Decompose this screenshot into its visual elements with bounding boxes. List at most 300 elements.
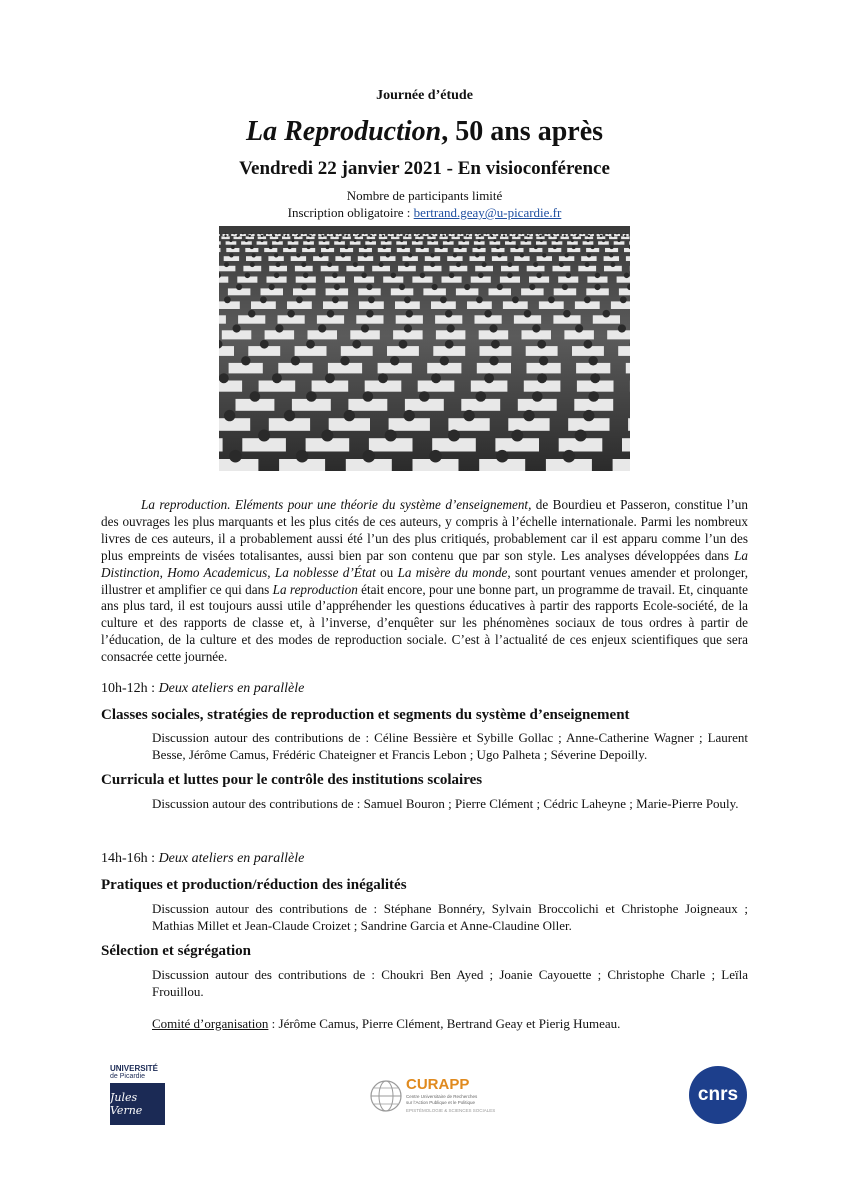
photo-student — [451, 233, 453, 235]
photo-student — [511, 430, 523, 442]
photo-student — [419, 391, 430, 402]
photo-student — [564, 235, 566, 237]
photo-student — [625, 233, 627, 235]
curapp-globe-icon — [368, 1078, 404, 1114]
morning-time: 10h-12h — [101, 681, 148, 696]
photo-student — [587, 253, 591, 257]
photo-student — [361, 273, 367, 279]
photo-student — [309, 235, 311, 237]
photo-student — [294, 233, 296, 235]
photo-student — [373, 233, 375, 235]
photo-student — [399, 233, 401, 235]
photo-student — [440, 296, 447, 303]
morning-note: Deux ateliers en parallèle — [158, 681, 305, 696]
photo-student — [430, 253, 434, 257]
photo-student — [321, 235, 323, 237]
photo-student — [585, 262, 590, 267]
photo-student — [354, 239, 357, 242]
photo-student — [491, 340, 500, 349]
photo-student — [364, 233, 366, 235]
photo-student — [571, 239, 574, 242]
photo-student — [476, 296, 483, 303]
photo-student — [399, 284, 405, 290]
photo-student — [297, 235, 299, 237]
photo-student — [425, 233, 427, 235]
photo-student — [458, 245, 462, 249]
photo-student — [358, 235, 360, 237]
photo-student — [341, 253, 345, 257]
photo-student — [540, 239, 543, 242]
intro-sep-1: , — [159, 564, 168, 580]
photo-desk — [219, 248, 221, 252]
photo-student — [603, 310, 611, 318]
photo-student — [307, 239, 310, 242]
photo-student — [489, 324, 497, 332]
photo-student — [383, 245, 387, 249]
photo-student — [542, 253, 546, 257]
photo-student — [338, 233, 340, 235]
photo-student — [507, 273, 513, 279]
photo-student — [429, 450, 442, 463]
photo-student — [595, 273, 601, 279]
photo-student — [288, 245, 292, 249]
photo-student — [534, 245, 538, 249]
photo-student — [345, 245, 349, 249]
photo-student — [276, 262, 281, 267]
photo-student — [467, 235, 469, 237]
photo-desk — [219, 315, 226, 323]
photo-student — [468, 233, 470, 235]
photo-student — [224, 262, 229, 267]
afternoon-note: Deux ateliers en parallèle — [158, 851, 305, 866]
photo-student — [524, 239, 527, 242]
photo-student — [301, 284, 307, 290]
signup-email-link[interactable]: bertrand.geay@u-picardie.fr — [413, 205, 562, 220]
workshop-2-desc: Discussion autour des contributions de : Samuel Bouron ; Pierre Clément ; Cédric Laheyne ; Marie-Pierre Pouly. — [152, 796, 739, 811]
photo-student — [274, 273, 280, 279]
photo-student — [476, 391, 487, 402]
photo-student — [245, 273, 251, 279]
photo-student — [503, 235, 505, 237]
photo-student — [497, 253, 501, 257]
photo-student — [269, 245, 273, 249]
curapp-logo-sub1: Centre Universitaire de Recherches — [406, 1094, 478, 1099]
photo-student — [539, 356, 548, 365]
photo-student — [287, 310, 295, 318]
photo-student — [594, 284, 600, 290]
curapp-logo-sub3: EPISTÉMOLOGIE & SCIENCES SOCIALES — [406, 1108, 496, 1113]
photo-student — [390, 356, 399, 365]
photo-student — [562, 284, 568, 290]
intro-ref-noblesse: La noblesse d’État — [274, 564, 376, 580]
afternoon-time: 14h-16h — [101, 851, 148, 866]
photo-student — [536, 273, 542, 279]
curapp-logo — [368, 1074, 498, 1122]
photo-student — [420, 273, 426, 279]
photo-student — [489, 356, 498, 365]
photo-student — [453, 253, 457, 257]
photo-student — [251, 233, 253, 235]
photo-student — [404, 324, 412, 332]
photo-student — [583, 410, 594, 421]
photo-student — [431, 239, 434, 242]
upjv-logo — [110, 1064, 165, 1126]
photo-student — [533, 262, 538, 267]
photo-student — [391, 273, 397, 279]
photo-student — [401, 245, 405, 249]
curapp-logo-name: CURAPP — [406, 1076, 470, 1093]
photo-student — [590, 373, 600, 383]
photo-student — [515, 235, 517, 237]
intro-ref-misere: La misère du monde — [397, 564, 508, 580]
photo-desk — [219, 346, 234, 356]
photo-student — [548, 296, 555, 303]
photo-student — [369, 239, 372, 242]
photo-student — [588, 235, 590, 237]
photo-student — [491, 235, 493, 237]
photo-student — [532, 324, 540, 332]
photo-student — [272, 373, 282, 383]
photo-student — [440, 356, 449, 365]
photo-student — [382, 235, 384, 237]
photo-student — [493, 239, 496, 242]
photo-student — [575, 430, 587, 442]
photo-student — [523, 410, 534, 421]
title-italic: La Reproduction — [245, 116, 442, 147]
photo-student — [624, 235, 626, 237]
photo-student — [344, 410, 355, 421]
photo-student — [250, 245, 254, 249]
photo-student — [602, 239, 605, 242]
intro-text-3: était encore, pour une bonne part, un programme de travail. Et, cinquante ans plus tard, il est toujours aussi utile d’appréhender les questions éducatives à partir des rapports Ecole-société, de la culture et des rapports de classe et, à l’inverse, d’enquêter sur les phénomènes sociaux de tous ordres à partir de l’éducation, de la culture et des modes de reproduction sociale. C’est à l’actualité de ces enjeux scientifiques que sera consacrée cette journée. — [101, 581, 748, 665]
photo-student — [292, 239, 295, 242]
photo-student — [566, 273, 572, 279]
photo-student — [455, 235, 457, 237]
photo-student — [285, 235, 287, 237]
photo-student — [431, 373, 441, 383]
photo-student — [306, 391, 317, 402]
photo-student — [512, 296, 519, 303]
photo-student — [620, 296, 627, 303]
photo-student — [539, 235, 541, 237]
photo-student — [612, 235, 614, 237]
photo-student — [464, 284, 470, 290]
photo-desk — [219, 234, 220, 236]
intro-paragraph — [101, 497, 748, 666]
photo-student — [588, 391, 599, 402]
photo-student — [363, 253, 367, 257]
photo-student — [352, 340, 361, 349]
photo-desk — [613, 459, 630, 471]
photo-student — [563, 310, 571, 318]
photo-student — [233, 324, 241, 332]
organizing-committee — [152, 1016, 620, 1032]
photo-student — [233, 233, 235, 235]
photo-student — [386, 253, 390, 257]
photo-student — [346, 233, 348, 235]
photo-student — [448, 430, 460, 442]
photo-student — [496, 245, 500, 249]
photo-student — [416, 239, 419, 242]
intro-sep-3: ou — [375, 564, 398, 580]
photo-desk — [607, 330, 630, 339]
photo-student — [524, 310, 532, 318]
photo-student — [509, 239, 512, 242]
photo-desk — [626, 363, 630, 374]
photo-desk — [611, 301, 630, 309]
photo-student — [312, 233, 314, 235]
photo-student — [261, 239, 264, 242]
photo-student — [477, 245, 481, 249]
photo-student — [260, 296, 267, 303]
afternoon-slot — [101, 851, 304, 867]
photo-student — [618, 324, 626, 332]
photo-student — [456, 262, 461, 267]
photo-student — [307, 245, 311, 249]
photo-student — [248, 310, 256, 318]
photo-student — [229, 450, 242, 463]
photo-student — [590, 233, 592, 235]
photo-student — [416, 233, 418, 235]
photo-student — [430, 235, 432, 237]
committee-names: Jérôme Camus, Pierre Clément, Bertrand Geay et Pierig Humeau. — [278, 1016, 621, 1031]
photo-student — [381, 233, 383, 235]
photo-desk — [618, 346, 630, 356]
photo-student — [269, 284, 275, 290]
photo-student — [364, 245, 368, 249]
photo-student — [478, 239, 481, 242]
photo-student — [610, 262, 615, 267]
photo-student — [475, 253, 479, 257]
photo-student — [231, 245, 235, 249]
intro-text-1: de Bourdieu et Passeron, constitue l’un des ouvrages les plus marquants et les plus cités de ces auteurs, y compris à l’échelle internationale. Parmi les nombreux livres de ces auteurs, il a probablement aussi été l’un des plus critiqués, probablement car il est apparu comme l’un des plus empreints de visées totalisantes, aussi bien par son contenu que par son style. Les analyses développées dans — [101, 497, 748, 563]
photo-student — [276, 239, 279, 242]
photo-student — [430, 262, 435, 267]
photo-student — [460, 233, 462, 235]
photo-student — [340, 356, 349, 365]
photo-student — [564, 233, 566, 235]
photo-student — [503, 233, 505, 235]
photo-student — [537, 373, 547, 383]
photo-student — [553, 245, 557, 249]
photo-student — [496, 450, 509, 463]
intro-sep-2: , — [267, 564, 275, 580]
photo-student — [420, 245, 424, 249]
photo-student — [332, 273, 338, 279]
photo-student — [555, 233, 557, 235]
photo-student — [274, 253, 278, 257]
photo-desk — [626, 256, 630, 261]
photo-student — [404, 410, 415, 421]
photo-desk — [219, 277, 228, 283]
photo-student — [224, 235, 226, 237]
photo-student — [589, 356, 598, 365]
photo-student — [591, 245, 595, 249]
photo-student — [258, 430, 270, 442]
photo-desk — [628, 418, 630, 431]
photo-student — [236, 284, 242, 290]
photo-student — [242, 233, 244, 235]
photo-student — [551, 235, 553, 237]
morning-slot — [101, 681, 304, 697]
photo-student — [408, 253, 412, 257]
photo-student — [237, 235, 239, 237]
photo-student — [584, 296, 591, 303]
upjv-logo-line2: de Picardie — [110, 1073, 146, 1080]
photo-student — [277, 233, 279, 235]
curapp-logo-sub2: sur l’Action Publique et le Politique — [406, 1100, 476, 1105]
page-title — [0, 116, 849, 148]
photo-student — [584, 340, 593, 349]
photo-student — [418, 235, 420, 237]
workshop-1-desc: Discussion autour des contributions de : Céline Bessière et Sybille Gollac ; Anne-Catherine Wagner ; Laurent Besse, Jérôme Camus, Frédéric Chateigner et Francis Lebon ; Ugo Palheta ; Séverine Depoilly. — [152, 730, 748, 762]
photo-desk — [629, 241, 630, 244]
photo-student — [447, 239, 450, 242]
photo-student — [449, 273, 455, 279]
photo-student — [250, 391, 261, 402]
photo-student — [326, 245, 330, 249]
photo-student — [296, 253, 300, 257]
photo-student — [497, 284, 503, 290]
photo-student — [286, 233, 288, 235]
photo-student — [259, 233, 261, 235]
photo-student — [229, 239, 232, 242]
photo-student — [229, 253, 233, 257]
photo-student — [442, 235, 444, 237]
cnrs-logo-text: cnrs — [697, 1084, 739, 1105]
photo-student — [442, 233, 444, 235]
photo-student — [323, 239, 326, 242]
photo-student — [291, 356, 300, 365]
signup-label: Inscription obligatoire : — [287, 205, 414, 220]
photo-student — [346, 235, 348, 237]
photo-student — [587, 239, 590, 242]
photo-student — [479, 235, 481, 237]
photo-student — [447, 324, 455, 332]
photo-student — [378, 373, 388, 383]
photo-student — [249, 235, 251, 237]
photo-student — [303, 233, 305, 235]
photo-student — [494, 233, 496, 235]
photo-student — [581, 233, 583, 235]
photo-student — [390, 233, 392, 235]
upjv-logo-box — [110, 1083, 165, 1125]
photo-student — [575, 324, 583, 332]
photo-student — [296, 296, 303, 303]
photo-student — [261, 235, 263, 237]
photo-student — [486, 233, 488, 235]
photo-student — [363, 391, 374, 402]
photo-student — [618, 239, 621, 242]
intro-ref-homo: Homo Academicus — [167, 564, 268, 580]
photo-student — [484, 373, 494, 383]
photo-student — [329, 233, 331, 235]
intro-ref-reproduction: La reproduction — [272, 581, 358, 597]
photo-student — [320, 233, 322, 235]
photo-student — [463, 410, 474, 421]
photo-student — [252, 253, 256, 257]
title-rest: , 50 ans après — [441, 116, 604, 147]
photo-student — [527, 235, 529, 237]
photo-student — [609, 253, 613, 257]
photo-student — [284, 410, 295, 421]
photo-student — [572, 245, 576, 249]
photo-student — [321, 430, 333, 442]
photo-student — [318, 324, 326, 332]
photo-student — [379, 262, 384, 267]
photo-student — [616, 233, 618, 235]
afternoon-sep: : — [147, 851, 159, 866]
photo-student — [363, 450, 376, 463]
workshop-2-title: Curricula et luttes pour le contrôle des institutions scolaires — [101, 772, 483, 788]
photo-student — [241, 356, 250, 365]
photo-student — [385, 430, 397, 442]
committee-label: Comité d’organisation — [152, 1016, 269, 1031]
photo-student — [478, 273, 484, 279]
photo-student — [624, 273, 630, 279]
photo-student — [532, 391, 543, 402]
cnrs-logo — [689, 1066, 747, 1124]
photo-student — [333, 235, 335, 237]
committee-sep: : — [268, 1016, 279, 1031]
photo-student — [332, 296, 339, 303]
photo-student — [338, 239, 341, 242]
photo-student — [224, 410, 235, 421]
photo-student — [576, 235, 578, 237]
photo-student — [515, 245, 519, 249]
photo-student — [327, 262, 332, 267]
photo-student — [439, 245, 443, 249]
photo-desk — [219, 241, 221, 244]
photo-student — [477, 233, 479, 235]
upjv-logo-line1: UNIVERSITÉ — [110, 1064, 159, 1073]
participant-limit: Nombre de participants limité — [346, 188, 503, 203]
photo-student — [275, 324, 283, 332]
photo-student — [432, 284, 438, 290]
photo-student — [404, 262, 409, 267]
photo-student — [268, 233, 270, 235]
photo-student — [610, 245, 614, 249]
photo-student — [394, 235, 396, 237]
photo-student — [327, 310, 335, 318]
photo-student — [529, 233, 531, 235]
photo-student — [607, 233, 609, 235]
photo-student — [225, 233, 227, 235]
photo-student — [529, 284, 535, 290]
photo-student — [306, 340, 315, 349]
intro-book-title: La reproduction. Eléments pour une théorie du système d’enseignement, — [141, 497, 532, 512]
workshop-3-title: Pratiques et production/réduction des inégalités — [101, 877, 407, 893]
workshop-4-title: Sélection et ségrégation — [101, 943, 251, 959]
photo-student — [319, 253, 323, 257]
upjv-logo-script: Jules Verne — [110, 1091, 143, 1117]
photo-student — [273, 235, 275, 237]
morning-sep: : — [147, 681, 159, 696]
photo-student — [520, 253, 524, 257]
photo-student — [406, 310, 414, 318]
photo-student — [507, 262, 512, 267]
photo-student — [400, 239, 403, 242]
photo-desk — [219, 418, 250, 431]
photo-student — [520, 233, 522, 235]
workshop-4-desc: Discussion autour des contributions de : Choukri Ben Ayed ; Joanie Cayouette ; Christophe Charle ; Leïla Frouillou. — [152, 967, 748, 999]
photo-student — [355, 233, 357, 235]
photo-student — [303, 273, 309, 279]
photo-student — [512, 233, 514, 235]
workshop-1-title: Classes sociales, stratégies de reproduction et segments du système d’enseignement — [101, 707, 630, 723]
photo-student — [296, 450, 309, 463]
photo-student — [219, 373, 229, 383]
